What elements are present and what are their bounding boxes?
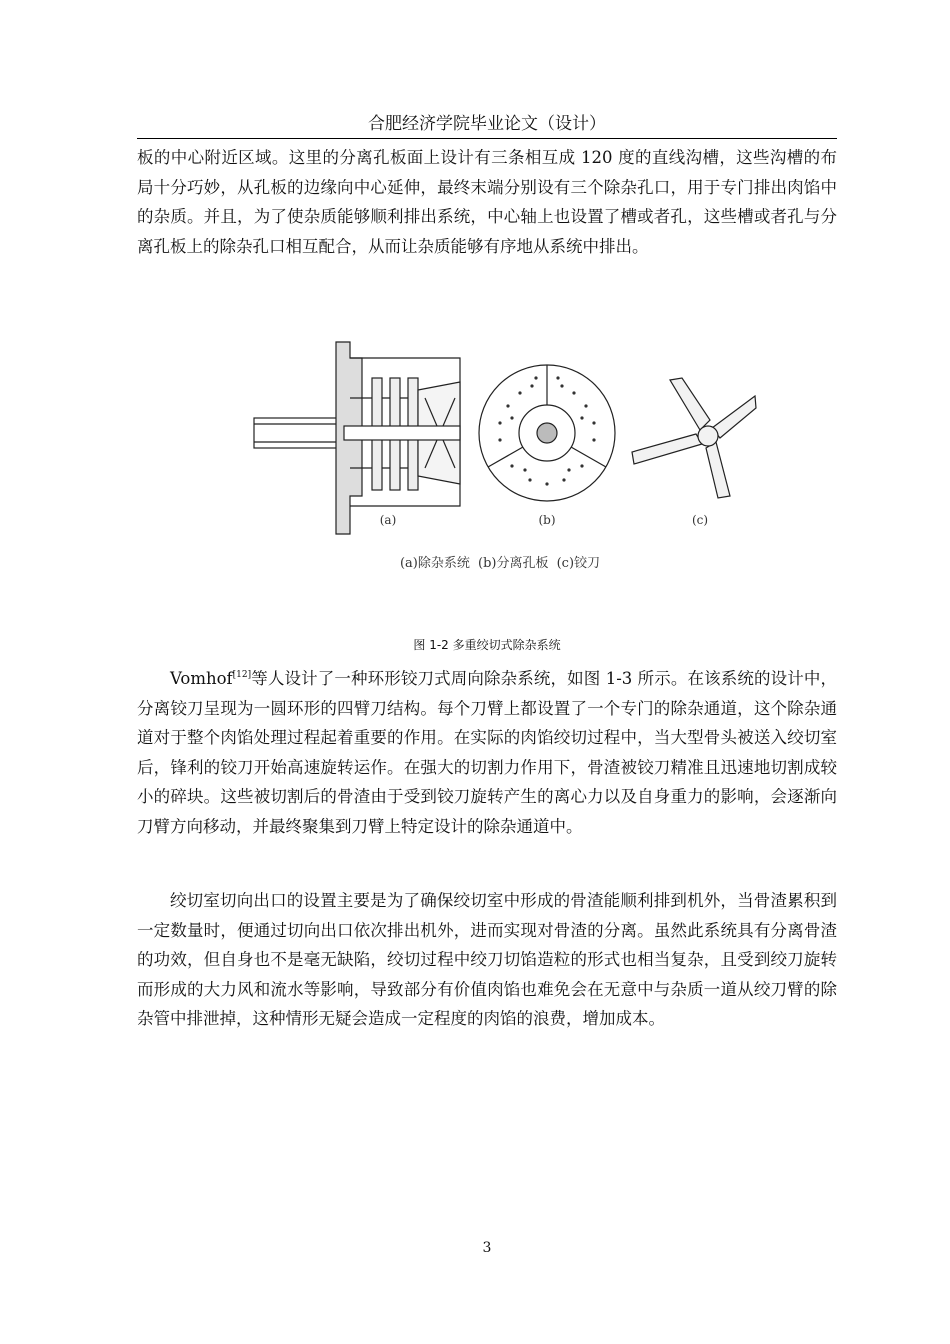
figure-panel-a xyxy=(254,342,460,534)
panel-label-b: (b) xyxy=(538,513,556,527)
citation-ref[interactable]: [12] xyxy=(232,670,252,680)
paragraph-1: 板的中心附近区域。这里的分离孔板面上设计有三条相互成 120 度的直线沟槽，这些沟槽的布局十分巧妙，从孔板的边缘向中心延伸，最终末端分别设有三个除杂孔口，用于专门排出肉馅中的杂质。并且，为了使杂质能够顺利排出系统，中心轴上也设置了槽或者孔，这些槽或者孔与分离孔板上的除杂孔口相互配合，从而让杂质能够有序地从系统中排出。 xyxy=(137,148,837,256)
author-name: Vomhof xyxy=(170,669,233,688)
paragraph-3: 绞切室切向出口的设置主要是为了确保绞切室中形成的骨渣能顺利排到机外，当骨渣累积到一定数量时，便通过切向出口依次排出机外，进而实现对骨渣的分离。虽然此系统具有分离骨渣的功效，但自身也不是毫无缺陷，绞切过程中绞刀切馅造粒的形式也相当复杂，且受到绞刀旋转而形成的大力风和流水等影响，导致部分有价值肉馅也难免会在无意中与杂质一道从绞刀臂的除杂管中排泄掉，这种情形无疑会造成一定程度的肉馅的浪费，增加成本。 xyxy=(137,891,837,1028)
panel-label-a: (a) xyxy=(379,513,397,527)
header-rule xyxy=(137,138,837,139)
figure-1-2 xyxy=(250,338,760,538)
figure-panel-b xyxy=(479,365,615,501)
page-number: 3 xyxy=(482,1240,492,1256)
panel-label-c: (c) xyxy=(691,513,709,527)
running-header: 合肥经济学院毕业论文（设计） xyxy=(368,114,606,134)
figure-caption: 图 1-2 多重绞切式除杂系统 xyxy=(413,638,561,652)
paragraph-2-body: 等人设计了一种环形铰刀式周向除杂系统，如图 1-3 所示。在该系统的设计中，分离铰刀呈现为一圆环形的四臂刀结构。每个刀臂上都设置了一个专门的除杂通道，这个除杂通道对于整个肉馅处理过程起着重要的作用。在实际的肉馅绞切过程中，当大型骨头被送入绞切室后，锋利的铰刀开始高速旋转运作。在强大的切割力作用下，骨渣被铰刀精准且迅速地切割成较小的碎块。这些被切割后的骨渣由于受到铰刀旋转产生的离心力以及自身重力的影响，会逐渐向刀臂方向移动，并最终聚集到刀臂上特定设计的除杂通道中。 xyxy=(137,669,837,836)
figure-panel-c xyxy=(632,378,756,498)
paragraph-2 xyxy=(137,664,837,841)
figure-subcaption: (a)除杂系统 (b)分离孔板 (c)铰刀 xyxy=(399,556,601,571)
